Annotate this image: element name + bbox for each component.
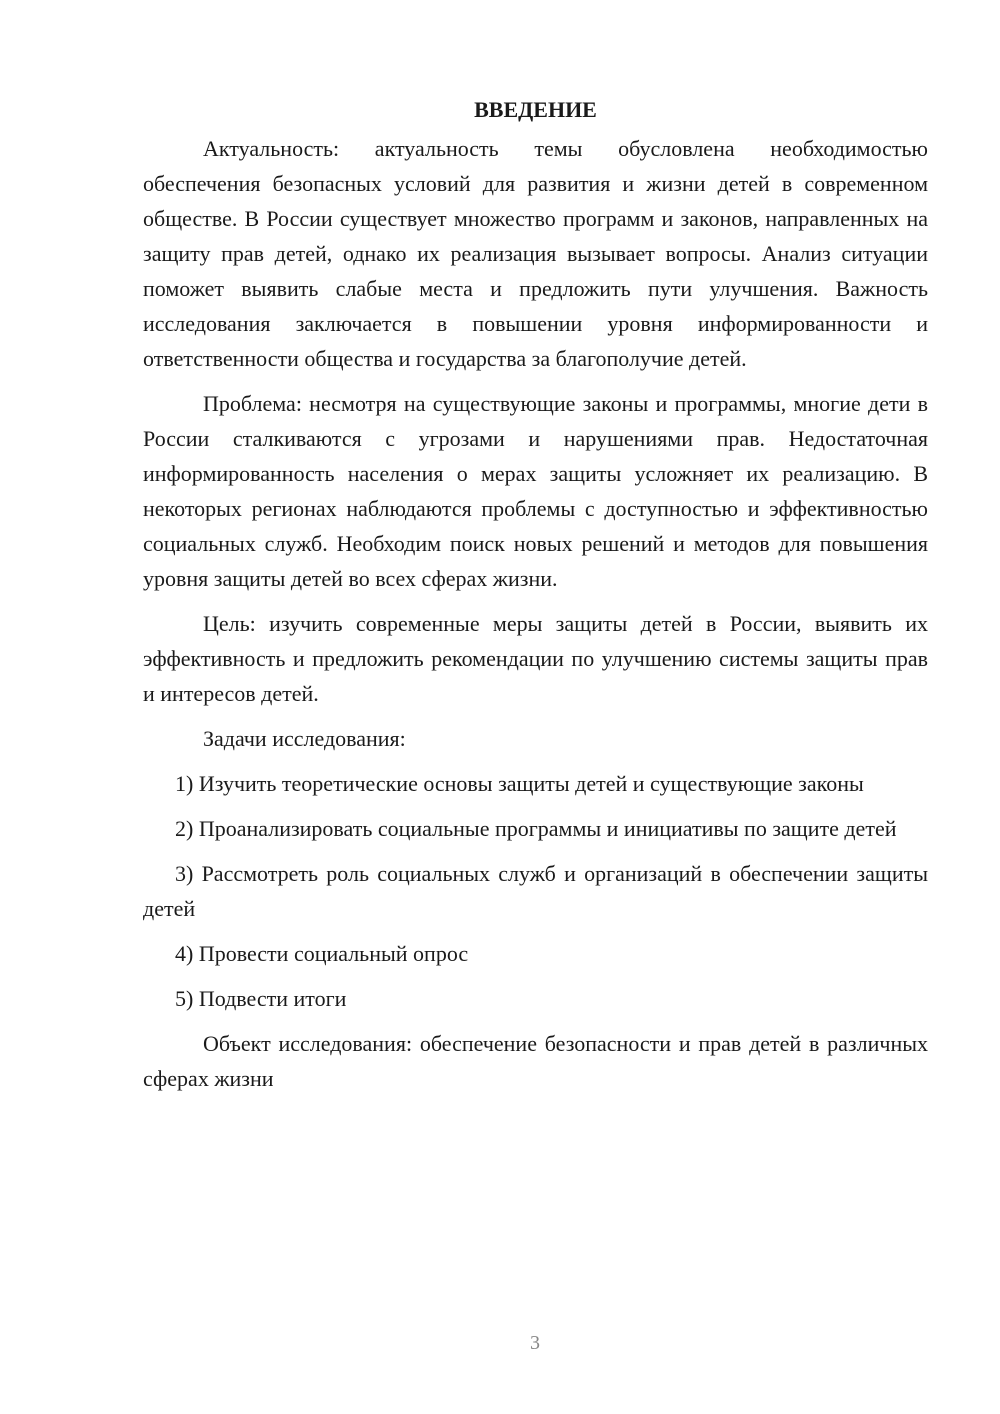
task-item: 3) Рассмотреть роль социальных служб и организаций в обеспечении защиты детей: [143, 861, 928, 921]
tasks-heading: Задачи исследования:: [203, 726, 406, 751]
relevance-paragraph: Актуальность: актуальность темы обусловлена необходимостью обеспечения безопасных условий для развития и жизни детей в современном обществе. В России существует множество программ и законов, направленных на защиту прав детей, однако их реализация вызывает вопросы. Анализ ситуации поможет выявить слабые места и предложить пути улучшения. Важность исследования заключается в повышении уровня информированности и ответственности общества и государства за благополучие детей.: [143, 136, 928, 371]
task-item: 1) Изучить теоретические основы защиты детей и существующие законы: [175, 771, 864, 796]
page-number: 3: [530, 1332, 540, 1354]
task-item: 2) Проанализировать социальные программы и инициативы по защите детей: [175, 816, 897, 841]
document-page: [143, 92, 928, 1106]
section-title: ВВЕДЕНИЕ: [474, 97, 597, 122]
task-item: 4) Провести социальный опрос: [175, 941, 469, 966]
goal-paragraph: Цель: изучить современные меры защиты детей в России, выявить их эффективность и предложить рекомендации по улучшению системы защиты прав и интересов детей.: [143, 611, 928, 706]
problem-paragraph: Проблема: несмотря на существующие законы и программы, многие дети в России сталкиваются с угрозами и нарушениями прав. Недостаточная информированность населения о мерах защиты усложняет их реализацию. В некоторых регионах наблюдаются проблемы с доступностью и эффективностью социальных служб. Необходим поиск новых решений и методов для повышения уровня защиты детей во всех сферах жизни.: [143, 391, 928, 591]
object-paragraph: Объект исследования: обеспечение безопасности и прав детей в различных сферах жизни: [143, 1031, 928, 1091]
task-item: 5) Подвести итоги: [175, 986, 347, 1011]
